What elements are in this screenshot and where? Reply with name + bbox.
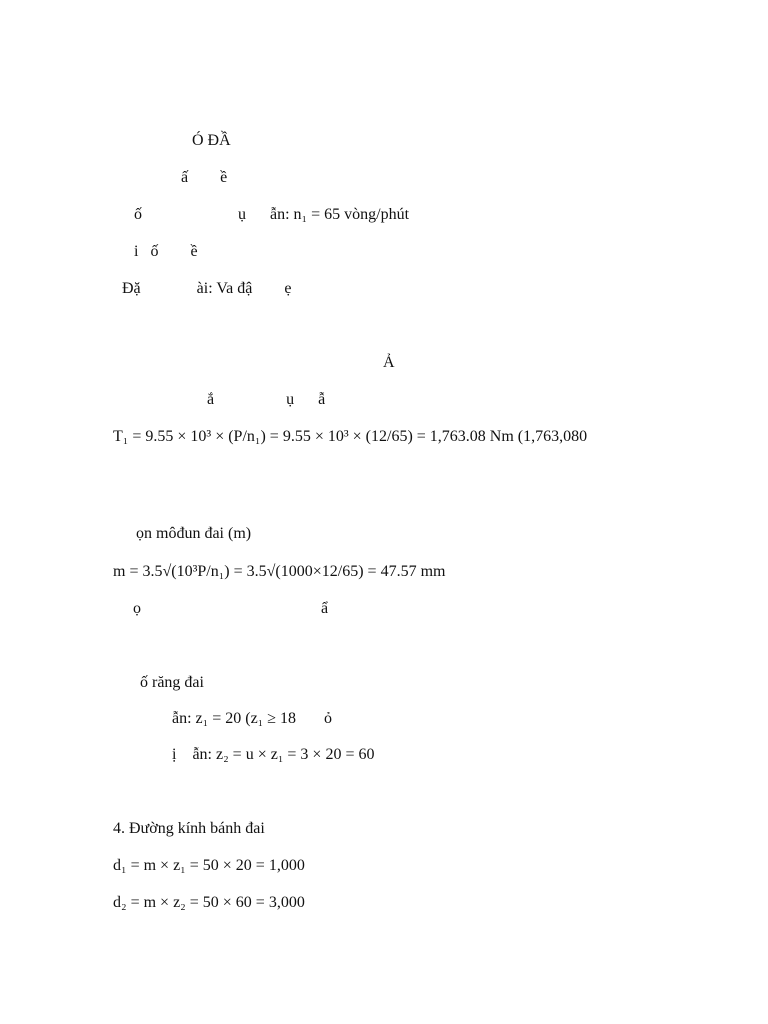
text-line: i ố ề xyxy=(134,243,198,260)
text-line: ắ ụ ẫ xyxy=(207,391,326,408)
module-heading: ọn môđun đai (m) xyxy=(136,525,252,542)
diameter-d1-formula: d₁ = m × z₁ = 50 × 20 = 1,000 xyxy=(113,857,305,874)
torque-formula: T₁ = 9.55 × 10³ × (P/n₁) = 9.55 × 10³ × (12/65) = 1,763.08 Nm (1,763,080 xyxy=(113,428,588,445)
heading-fragment: Ó ĐẦ xyxy=(192,132,231,149)
teeth-z1-line: ẫn: z₁ = 20 (z₁ ≥ 18 ỏ xyxy=(172,710,333,727)
load-character-line: Đặ ài: Va đậ ẹ xyxy=(122,280,292,297)
text-line: ấ ề xyxy=(181,169,228,186)
diameter-d2-formula: d₂ = m × z₂ = 50 × 60 = 3,000 xyxy=(113,894,305,911)
section-heading-fragment: Ả xyxy=(383,354,395,371)
teeth-heading: ố răng đai xyxy=(140,674,204,691)
teeth-z2-line: ị ẫn: z₂ = u × z₁ = 3 × 20 = 60 xyxy=(172,746,375,763)
text-line: ọ ẩ xyxy=(133,600,329,617)
module-formula: m = 3.5√(10³P/n₁) = 3.5√(1000×12/65) = 47.57 mm xyxy=(113,563,446,580)
input-speed-line: ố ụ ẫn: n₁ = 65 vòng/phút xyxy=(134,206,410,223)
diameter-heading: 4. Đường kính bánh đai xyxy=(113,820,265,837)
